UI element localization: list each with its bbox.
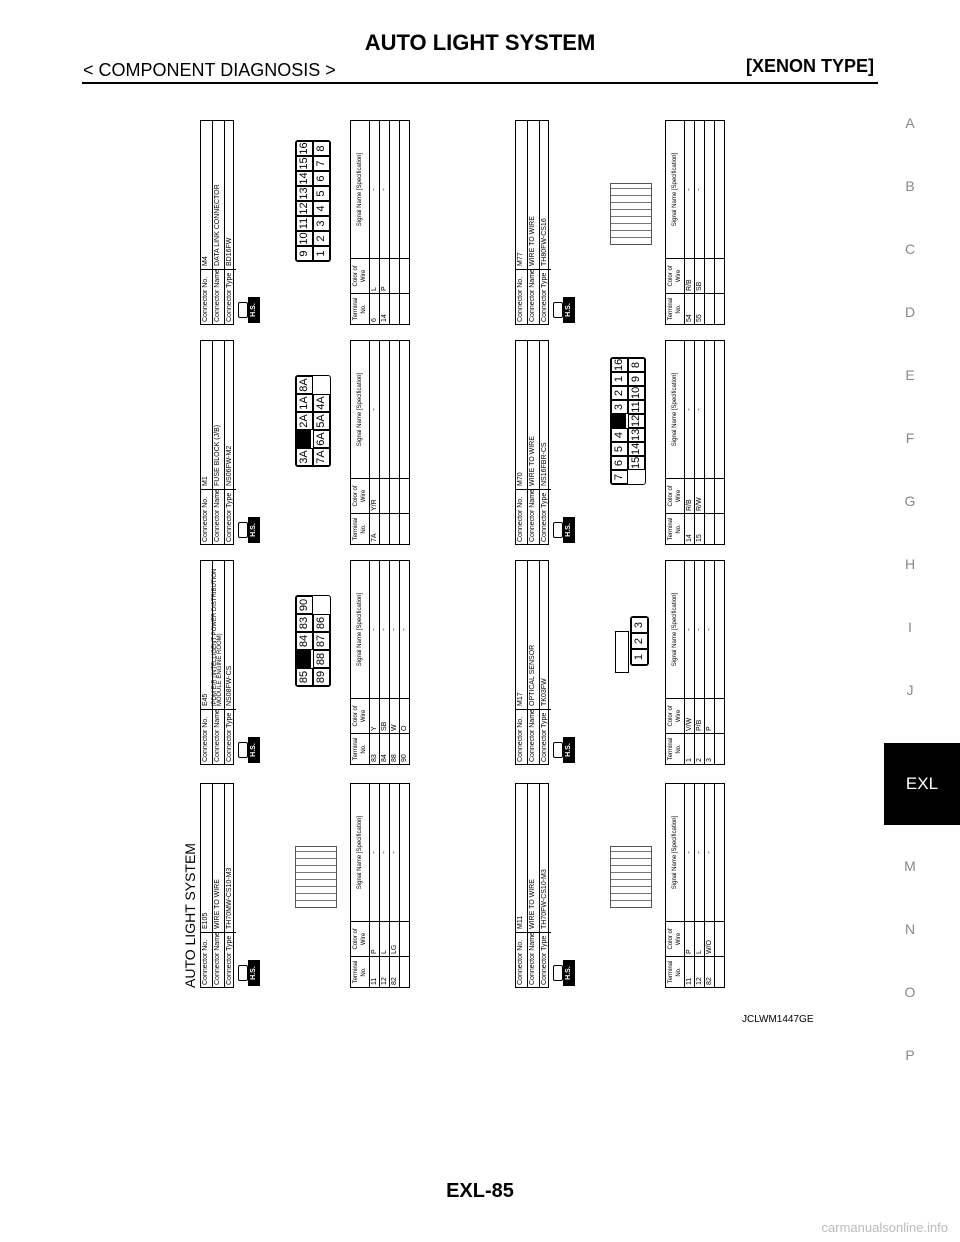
col-color: Color of Wire	[351, 699, 370, 734]
connector-header	[515, 120, 549, 325]
table-cell: 90	[400, 734, 410, 765]
table-row	[400, 561, 410, 765]
col-signal: Signal Name [Specification]	[351, 784, 370, 922]
label-connector-no: Connector No.	[516, 489, 527, 544]
table-row	[705, 784, 715, 988]
hs-symbol	[553, 293, 577, 323]
hs-symbol	[238, 513, 262, 543]
label-connector-name: Connector Name	[528, 709, 539, 764]
connector-header	[515, 783, 549, 988]
hs-symbol	[238, 956, 262, 986]
side-index-letter[interactable]: N	[904, 921, 916, 937]
label-connector-name: Connector Name	[213, 932, 224, 987]
pin-key	[296, 430, 311, 448]
pin: 10	[296, 231, 313, 246]
label-connector-no: Connector No.	[201, 709, 212, 764]
table-cell: 82	[705, 957, 715, 988]
table-row	[370, 784, 380, 988]
table-cell: -	[370, 341, 380, 479]
empty-row	[715, 784, 725, 988]
connector-name: FUSE BLOCK (J/B)	[214, 424, 221, 486]
table-row	[685, 784, 695, 988]
terminal-table	[350, 783, 410, 988]
table-cell: R/B	[685, 479, 695, 514]
label-connector-no: Connector No.	[201, 489, 212, 544]
pin: 3	[313, 216, 330, 231]
side-index-letter[interactable]: F	[905, 430, 915, 446]
empty-row	[400, 784, 410, 988]
hs-badge: H.S.	[248, 297, 260, 323]
table-cell: -	[390, 784, 400, 922]
table-row	[685, 121, 695, 325]
pin-spacer	[628, 470, 643, 484]
pin: 14	[296, 171, 313, 186]
book-icon	[553, 742, 563, 758]
empty-row	[715, 341, 725, 545]
table-cell: R/W	[695, 479, 705, 514]
col-terminal: Terminal No.	[666, 734, 685, 765]
col-signal: Signal Name [Specification]	[666, 784, 685, 922]
pin: 16	[611, 358, 628, 372]
label-connector-no: Connector No.	[516, 709, 527, 764]
connector-header	[200, 783, 234, 988]
pin: 90	[296, 596, 313, 614]
table-row	[695, 784, 705, 988]
table-cell: 82	[390, 957, 400, 988]
book-icon	[553, 965, 563, 981]
table-cell: O	[400, 699, 410, 734]
pin: 15	[628, 456, 645, 470]
type-label: [XENON TYPE]	[745, 56, 874, 76]
pin-key	[611, 414, 626, 428]
label-connector-no: Connector No.	[201, 932, 212, 987]
side-index-letter[interactable]: O	[904, 984, 916, 1000]
connector-header	[200, 120, 234, 325]
connector-type: TH70FW-CS10-M3	[541, 869, 548, 929]
hs-badge: H.S.	[563, 297, 575, 323]
table-cell: 11	[685, 957, 695, 988]
col-signal: Signal Name [Specification]	[666, 341, 685, 479]
col-terminal: Terminal No.	[666, 957, 685, 988]
side-tab-active[interactable]: EXL	[884, 743, 960, 825]
label-connector-no: Connector No.	[516, 932, 527, 987]
pin: 87	[313, 632, 330, 650]
table-cell: 7A	[370, 514, 380, 545]
table-cell: P	[685, 922, 695, 957]
connector-type: TK03FW	[541, 678, 548, 706]
col-signal: Signal Name [Specification]	[351, 341, 370, 479]
col-terminal: Terminal No.	[666, 294, 685, 325]
connector-no: M17	[517, 692, 524, 706]
terminal-table	[665, 783, 725, 988]
table-cell: -	[370, 561, 380, 699]
empty-row	[705, 121, 715, 325]
col-terminal: Terminal No.	[351, 294, 370, 325]
table-cell: Y	[370, 699, 380, 734]
book-icon	[238, 522, 248, 538]
connector-type: NS06FW-M2	[226, 445, 233, 486]
empty-row	[705, 341, 715, 545]
empty-row	[400, 341, 410, 545]
pin: 1	[313, 246, 330, 261]
pin: 3	[611, 400, 628, 414]
table-cell: 54	[685, 294, 695, 325]
connector-header	[515, 340, 549, 545]
table-cell: P	[705, 699, 715, 734]
pin: 1A	[296, 394, 313, 412]
connector-name: WIRE TO WIRE	[214, 879, 221, 929]
pin: 13	[628, 428, 645, 442]
connector-name: IPDM E/R (INTELLIGENT POWER DISTRIBUTION MODULE ENGINE ROOM)	[212, 568, 223, 706]
table-cell: -	[685, 341, 695, 479]
connector-header	[200, 560, 234, 765]
hs-badge: H.S.	[563, 517, 575, 543]
table-cell: 2	[695, 734, 705, 765]
side-index-letter[interactable]: J	[906, 682, 914, 698]
label-connector-name: Connector Name	[213, 269, 224, 324]
table-cell: -	[685, 784, 695, 922]
pin: 4A	[313, 394, 330, 412]
pin: 5	[611, 442, 628, 456]
pin: 8	[313, 141, 330, 156]
table-cell: W	[390, 699, 400, 734]
connector-name: OPTICAL SENSOR	[529, 644, 536, 706]
table-cell: 88	[390, 734, 400, 765]
table-row	[705, 561, 715, 765]
label-connector-type: Connector Type	[540, 269, 551, 324]
table-row	[390, 561, 400, 765]
pin: 3	[631, 617, 648, 633]
pin: 10	[628, 386, 645, 400]
col-color: Color of Wire	[666, 922, 685, 957]
section-label: < COMPONENT DIAGNOSIS >	[83, 60, 336, 80]
label-connector-type: Connector Type	[225, 269, 236, 324]
page-title: AUTO LIGHT SYSTEM	[364, 30, 596, 55]
table-row	[695, 561, 705, 765]
connector-no: M77	[517, 252, 524, 266]
connector-face-small	[610, 183, 652, 245]
connector-face	[295, 140, 331, 262]
connector-type: NS16FBR-CS	[541, 442, 548, 486]
col-terminal: Terminal No.	[351, 514, 370, 545]
connector-housing	[615, 631, 629, 673]
table-cell: -	[380, 561, 390, 699]
book-icon	[238, 302, 248, 318]
pin: 11	[628, 400, 645, 414]
book-icon	[238, 742, 248, 758]
table-cell: -	[695, 561, 705, 699]
empty-row	[380, 341, 390, 545]
table-cell: -	[380, 784, 390, 922]
connector-face	[610, 357, 646, 485]
terminal-table	[665, 560, 725, 765]
table-cell: -	[695, 121, 705, 259]
col-signal: Signal Name [Specification]	[351, 561, 370, 699]
table-cell: L	[695, 922, 705, 957]
table-cell: 83	[370, 734, 380, 765]
pin: 8A	[296, 376, 313, 394]
table-cell: 14	[380, 294, 390, 325]
label-connector-name: Connector Name	[528, 489, 539, 544]
table-cell: V/W	[685, 699, 695, 734]
pin: 5A	[313, 412, 330, 430]
table-row	[380, 561, 390, 765]
pin: 88	[313, 650, 330, 668]
pin: 13	[296, 186, 313, 201]
label-connector-no: Connector No.	[516, 269, 527, 324]
terminal-table	[665, 120, 725, 325]
empty-row	[390, 121, 400, 325]
hs-badge: H.S.	[563, 737, 575, 763]
table-cell: -	[400, 561, 410, 699]
hs-symbol	[553, 733, 577, 763]
empty-row	[715, 121, 725, 325]
hs-symbol	[238, 293, 262, 323]
pin: 2	[631, 633, 648, 649]
pin: 2	[313, 231, 330, 246]
connector-name: WIRE TO WIRE	[529, 436, 536, 486]
table-cell: W/O	[705, 922, 715, 957]
side-index-letter[interactable]: G	[904, 493, 916, 509]
table-row	[370, 341, 380, 545]
pin: 85	[296, 668, 313, 686]
pin: 89	[313, 668, 330, 686]
table-cell: 11	[370, 957, 380, 988]
hs-badge: H.S.	[248, 960, 260, 986]
connector-name: WIRE TO WIRE	[529, 216, 536, 266]
col-signal: Signal Name [Specification]	[666, 121, 685, 259]
connector-face-small	[610, 846, 652, 908]
pin: 12	[296, 201, 313, 216]
connector-face-small	[295, 846, 337, 908]
table-cell: L	[370, 259, 380, 294]
col-signal: Signal Name [Specification]	[666, 561, 685, 699]
connector-header	[515, 560, 549, 765]
label-connector-name: Connector Name	[213, 489, 224, 544]
col-color: Color of Wire	[351, 259, 370, 294]
table-cell: L	[380, 922, 390, 957]
table-cell: -	[390, 561, 400, 699]
pin: 6A	[313, 430, 330, 448]
header-divider	[82, 82, 878, 84]
label-connector-name: Connector Name	[213, 709, 224, 764]
label-connector-type: Connector Type	[540, 932, 551, 987]
connector-no: M11	[517, 915, 524, 929]
connector-name: DATA LINK CONNECTOR	[214, 184, 221, 266]
col-color: Color of Wire	[351, 922, 370, 957]
connector-no: E45	[202, 693, 209, 706]
connector-face	[295, 595, 331, 687]
table-cell: P	[370, 922, 380, 957]
pin: 8	[628, 358, 645, 372]
pin: 11	[296, 216, 313, 231]
pin: 14	[628, 442, 645, 456]
hs-badge: H.S.	[248, 737, 260, 763]
terminal-table	[350, 120, 410, 325]
table-row	[695, 121, 705, 325]
book-icon	[238, 965, 248, 981]
hs-symbol	[553, 956, 577, 986]
figure-title: AUTO LIGHT SYSTEM	[182, 843, 198, 988]
table-row	[380, 121, 390, 325]
side-index-letter[interactable]: P	[905, 1047, 915, 1063]
side-index-letter[interactable]: C	[904, 241, 916, 257]
label-connector-type: Connector Type	[225, 932, 236, 987]
label-connector-type: Connector Type	[225, 489, 236, 544]
side-index-letter[interactable]: D	[904, 304, 916, 320]
table-cell: -	[370, 121, 380, 259]
connector-no: M1	[202, 476, 209, 486]
table-cell: 12	[695, 957, 705, 988]
pin: 15	[296, 156, 313, 171]
table-row	[685, 341, 695, 545]
connector-type: TH80FW-CS16	[541, 218, 548, 266]
pin: 4	[611, 428, 628, 442]
label-connector-no: Connector No.	[201, 269, 212, 324]
col-terminal: Terminal No.	[351, 957, 370, 988]
side-index-letter[interactable]: H	[904, 556, 916, 572]
table-row	[695, 341, 705, 545]
label-connector-name: Connector Name	[528, 932, 539, 987]
side-index-letter[interactable]: A	[905, 115, 915, 131]
col-color: Color of Wire	[351, 479, 370, 514]
table-cell: 6	[370, 294, 380, 325]
terminal-table	[665, 340, 725, 545]
pin: 83	[296, 614, 313, 632]
terminal-table	[350, 340, 410, 545]
side-index-letter[interactable]: B	[905, 178, 915, 194]
pin: 7	[313, 156, 330, 171]
table-cell: LG	[390, 922, 400, 957]
table-cell: 55	[695, 294, 705, 325]
table-row	[380, 784, 390, 988]
table-row	[685, 561, 695, 765]
hs-badge: H.S.	[563, 960, 575, 986]
table-cell: SB	[695, 259, 705, 294]
connector-header	[200, 340, 234, 545]
connector-no: M70	[517, 472, 524, 486]
table-cell: -	[695, 784, 705, 922]
pin: 7A	[313, 448, 330, 466]
terminal-table	[350, 560, 410, 765]
connector-face	[630, 616, 649, 666]
table-cell: -	[695, 341, 705, 479]
connector-figure	[180, 103, 810, 990]
watermark: carmanualsonline.info	[821, 1220, 948, 1235]
table-cell: -	[370, 784, 380, 922]
table-cell: 15	[695, 514, 705, 545]
col-signal: Signal Name [Specification]	[351, 121, 370, 259]
connector-no: M4	[202, 256, 209, 266]
pin: 3A	[296, 448, 313, 466]
table-row	[370, 121, 380, 325]
table-cell: 1	[685, 734, 695, 765]
label-connector-type: Connector Type	[540, 489, 551, 544]
connector-name: WIRE TO WIRE	[529, 879, 536, 929]
page-number: EXL-85	[446, 1180, 514, 1202]
table-cell: -	[685, 561, 695, 699]
connector-no: E105	[202, 912, 209, 929]
col-color: Color of Wire	[666, 699, 685, 734]
table-cell: -	[705, 784, 715, 922]
side-index-letter[interactable]: I	[908, 619, 912, 635]
label-connector-name: Connector Name	[528, 269, 539, 324]
pin: 1	[611, 372, 628, 386]
empty-row	[715, 561, 725, 765]
label-connector-type: Connector Type	[540, 709, 551, 764]
pin: 9	[628, 372, 645, 386]
empty-row	[400, 121, 410, 325]
pin: 86	[313, 614, 330, 632]
pin: 2A	[296, 412, 313, 430]
figure-rotated-content	[180, 103, 810, 990]
pin: 4	[313, 201, 330, 216]
pin: 6	[611, 456, 628, 470]
side-index-letter[interactable]: E	[905, 367, 915, 383]
side-index-letter[interactable]: M	[904, 858, 916, 874]
pin: 1	[631, 649, 648, 665]
col-terminal: Terminal No.	[351, 734, 370, 765]
book-icon	[553, 302, 563, 318]
table-cell: P/B	[695, 699, 705, 734]
pin: 16	[296, 141, 313, 156]
hs-badge: H.S.	[248, 517, 260, 543]
pin: 6	[313, 171, 330, 186]
empty-row	[390, 341, 400, 545]
table-cell: R/B	[685, 259, 695, 294]
book-icon	[553, 522, 563, 538]
table-cell: -	[380, 121, 390, 259]
table-cell: 12	[380, 957, 390, 988]
connector-type: TH70MW-CS10-M3	[226, 867, 233, 929]
pin: 84	[296, 632, 313, 650]
hs-symbol	[238, 733, 262, 763]
pin: 5	[313, 186, 330, 201]
hs-symbol	[553, 513, 577, 543]
figure-id: JCLWM1447GE	[742, 1014, 814, 1025]
col-color: Color of Wire	[666, 479, 685, 514]
table-cell: SB	[380, 699, 390, 734]
pin: 2	[611, 386, 628, 400]
table-cell: 14	[685, 514, 695, 545]
col-color: Color of Wire	[666, 259, 685, 294]
table-cell: 3	[705, 734, 715, 765]
connector-face	[295, 375, 331, 467]
table-cell: -	[705, 561, 715, 699]
connector-type: NS08FW-CS	[226, 665, 233, 706]
pin: 7	[611, 470, 628, 484]
pin: 9	[296, 246, 313, 261]
table-cell: -	[685, 121, 695, 259]
table-row	[370, 561, 380, 765]
pin-key	[296, 650, 311, 668]
label-connector-type: Connector Type	[225, 709, 236, 764]
pin: 12	[628, 414, 645, 428]
table-cell: Y/R	[370, 479, 380, 514]
table-cell: P	[380, 259, 390, 294]
table-row	[390, 784, 400, 988]
table-cell: 84	[380, 734, 390, 765]
connector-type: BD16FW	[226, 237, 233, 266]
col-terminal: Terminal No.	[666, 514, 685, 545]
